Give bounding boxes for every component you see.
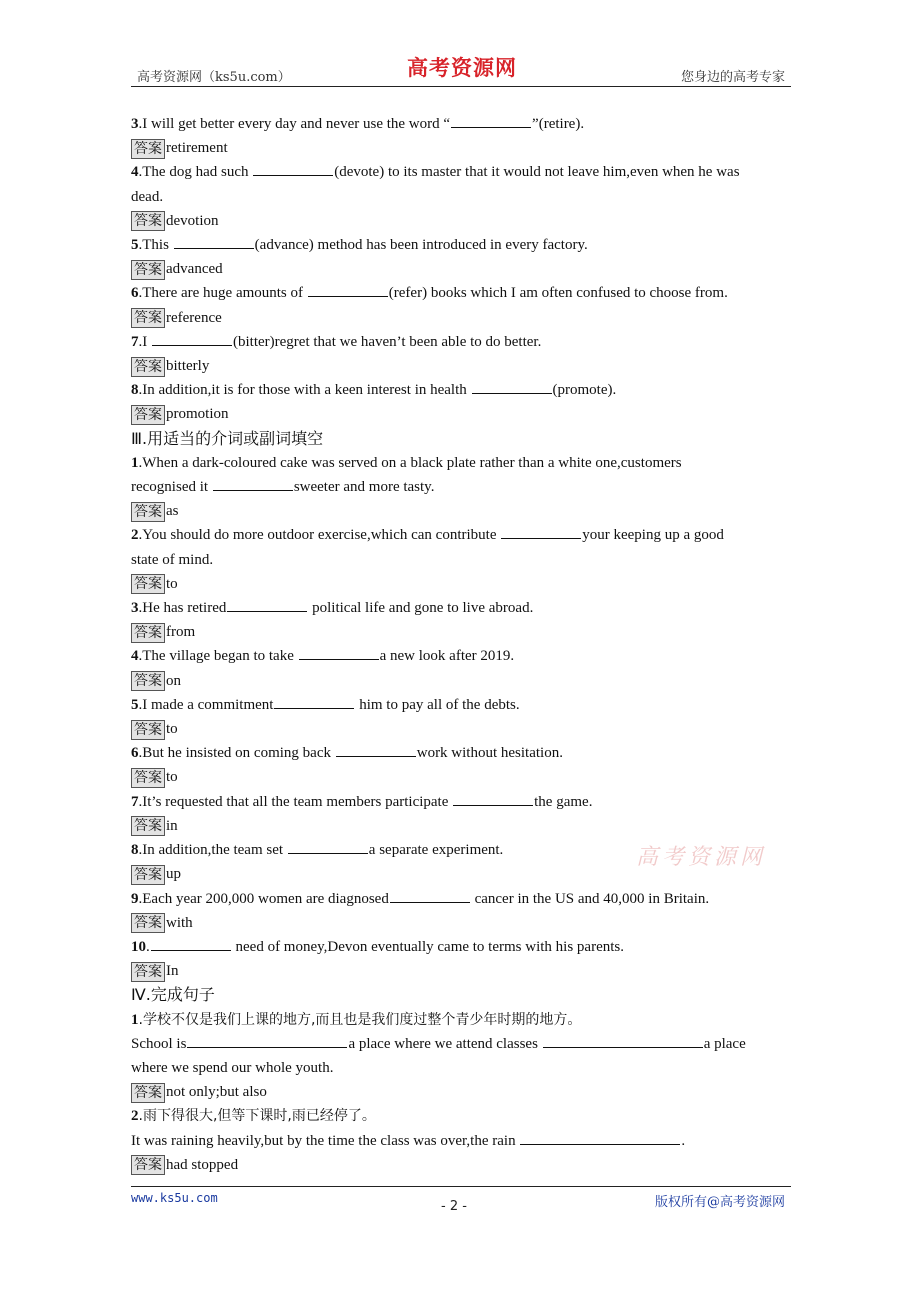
answer-line: 答案 to: [131, 717, 786, 741]
answer-tag: 答案: [131, 1155, 165, 1175]
answer-blank[interactable]: [174, 234, 254, 249]
answer-line: 答案 to: [131, 572, 786, 596]
answer-line: 答案 devotion: [131, 209, 786, 233]
question-line: 5.This (advance) method has been introduced in every factory.: [131, 233, 786, 257]
document-body: [131, 112, 786, 1177]
answer-line: 答案 advanced: [131, 257, 786, 281]
answer-tag: 答案: [131, 623, 165, 643]
answer-line: 答案 had stopped: [131, 1153, 786, 1177]
answer-line: 答案 promotion: [131, 402, 786, 426]
answer-line: 答案 not only;but also: [131, 1080, 786, 1104]
section-heading: Ⅳ.完成句子: [131, 985, 215, 1005]
question-line: 7.It’s requested that all the team members participate the game.: [131, 790, 786, 814]
answer-line: 答案 up: [131, 862, 786, 886]
question-line: 10. need of money,Devon eventually came to terms with his parents.: [131, 935, 786, 959]
footer-url-link[interactable]: www.ks5u.com: [131, 1191, 218, 1205]
answer-blank[interactable]: [308, 282, 388, 297]
question-line: It was raining heavily,but by the time the class was over,the rain .: [131, 1129, 786, 1153]
question-line: 9.Each year 200,000 women are diagnosed cancer in the US and 40,000 in Britain.: [131, 887, 786, 911]
question-line-cont: recognised it sweeter and more tasty.: [131, 475, 786, 499]
answer-tag: 答案: [131, 260, 165, 280]
footer-copyright: 版权所有@高考资源网: [654, 1195, 785, 1210]
page-footer: [131, 1186, 791, 1214]
answer-blank[interactable]: [151, 936, 231, 951]
question-line: 1.When a dark-coloured cake was served on a black plate rather than a white one,customers: [131, 454, 682, 471]
question-line: 3.He has retired political life and gone to live abroad.: [131, 596, 786, 620]
question-line-cont: where we spend our whole youth.: [131, 1059, 334, 1076]
question-line: 5.I made a commitment him to pay all of the debts.: [131, 693, 786, 717]
question-line: 8.In addition,the team set a separate experiment.: [131, 838, 786, 862]
answer-blank[interactable]: [520, 1130, 680, 1145]
answer-tag: 答案: [131, 865, 165, 885]
watermark: 高考资源网: [636, 845, 767, 870]
question-line: 8.In addition,it is for those with a keen interest in health (promote).: [131, 378, 786, 402]
question-line: 1.学校不仅是我们上课的地方,而且也是我们度过整个青少年时期的地方。: [131, 1011, 582, 1028]
answer-blank[interactable]: [213, 476, 293, 491]
answer-tag: 答案: [131, 913, 165, 933]
header-logo: 高考资源网: [407, 55, 517, 80]
answer-line: 答案 to: [131, 765, 786, 789]
answer-blank[interactable]: [152, 331, 232, 346]
answer-blank[interactable]: [187, 1033, 347, 1048]
question-line-cont: state of mind.: [131, 551, 214, 568]
question-line: 2.You should do more outdoor exercise,which can contribute your keeping up a good: [131, 523, 786, 547]
answer-blank[interactable]: [451, 113, 531, 128]
answer-blank[interactable]: [543, 1033, 703, 1048]
question-line-cont: dead.: [131, 188, 164, 205]
header-slogan: 您身边的高考专家: [680, 70, 785, 85]
page-number: - 2 -: [441, 1199, 467, 1214]
question-line: 6.There are huge amounts of (refer) books which I am often confused to choose from.: [131, 281, 786, 305]
answer-tag: 答案: [131, 405, 165, 425]
question-line: 2.雨下得很大,但等下课时,雨已经停了。: [131, 1108, 376, 1125]
answer-blank[interactable]: [227, 597, 307, 612]
question-line: 4.The dog had such (devote) to its master that it would not leave him,even when he was: [131, 160, 786, 184]
answer-line: 答案 reference: [131, 306, 786, 330]
answer-blank[interactable]: [253, 161, 333, 176]
answer-line: 答案 bitterly: [131, 354, 786, 378]
answer-blank[interactable]: [274, 694, 354, 709]
answer-line: 答案 from: [131, 620, 786, 644]
answer-tag: 答案: [131, 574, 165, 594]
answer-tag: 答案: [131, 1083, 165, 1103]
answer-blank[interactable]: [501, 524, 581, 539]
answer-blank[interactable]: [453, 791, 533, 806]
answer-blank[interactable]: [336, 742, 416, 757]
answer-tag: 答案: [131, 962, 165, 982]
answer-tag: 答案: [131, 139, 165, 159]
answer-line: 答案 in: [131, 814, 786, 838]
answer-line: 答案 on: [131, 669, 786, 693]
answer-line: 答案 as: [131, 499, 786, 523]
answer-line: 答案 retirement: [131, 136, 786, 160]
section-heading: Ⅲ.用适当的介词或副词填空: [131, 428, 324, 448]
answer-blank[interactable]: [299, 645, 379, 660]
page-header: [131, 55, 791, 87]
question-line: School is a place where we attend classes a place: [131, 1032, 786, 1056]
answer-line: 答案 In: [131, 959, 786, 983]
answer-blank[interactable]: [472, 379, 552, 394]
answer-tag: 答案: [131, 211, 165, 231]
answer-tag: 答案: [131, 502, 165, 522]
answer-blank[interactable]: [288, 839, 368, 854]
question-line: 7.I (bitter)regret that we haven’t been able to do better.: [131, 330, 786, 354]
answer-tag: 答案: [131, 357, 165, 377]
question-line: 3.I will get better every day and never use the word “ ”(retire).: [131, 112, 786, 136]
answer-blank[interactable]: [390, 888, 470, 903]
question-line: 4.The village began to take a new look after 2019.: [131, 644, 786, 668]
answer-tag: 答案: [131, 816, 165, 836]
answer-tag: 答案: [131, 308, 165, 328]
answer-tag: 答案: [131, 768, 165, 788]
header-site-name: 高考资源网（ks5u.com）: [137, 70, 291, 85]
answer-line: 答案 with: [131, 911, 786, 935]
answer-tag: 答案: [131, 671, 165, 691]
question-line: 6.But he insisted on coming back work without hesitation.: [131, 741, 786, 765]
answer-tag: 答案: [131, 720, 165, 740]
